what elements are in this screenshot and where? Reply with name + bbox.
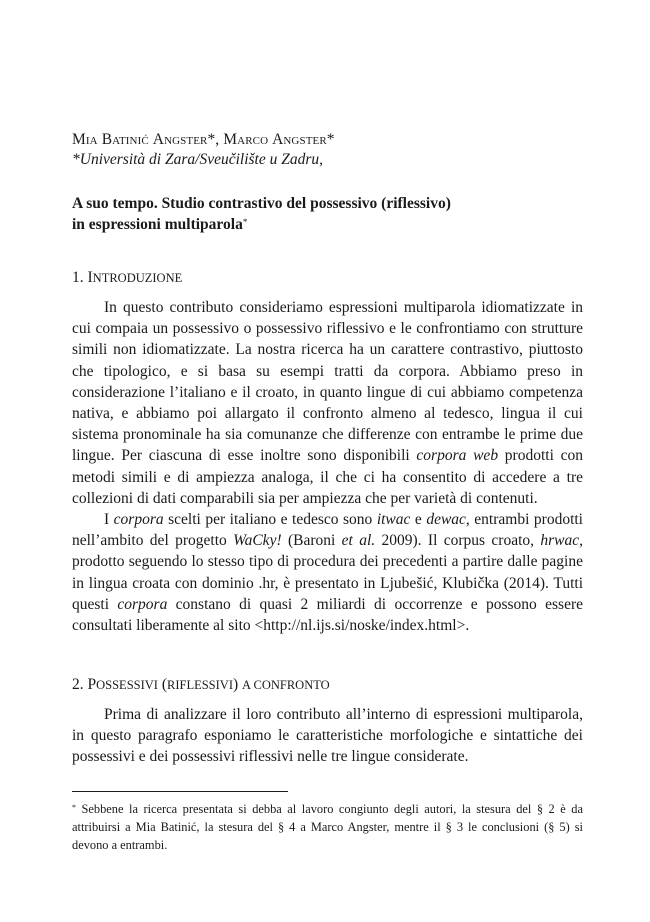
- paragraph-3: Prima di analizzare il loro contributo all’interno di espressioni multiparola, in questo paragrafo esponiamo le caratteristiche morfologiche e sintattiche dei possessivi e dei possessivi riflessivi nelle tre lingue considerate.: [72, 706, 583, 766]
- paragraph-2: [72, 509, 583, 636]
- para-2-italic-7: corpora: [117, 595, 168, 613]
- para-2-text-2: scelti per italiano e tedesco sono: [163, 511, 377, 529]
- para-1-italic-1: corpora web: [416, 447, 499, 465]
- author-1-first-initial: M: [72, 131, 86, 148]
- para-2-italic-6: hrwac: [540, 532, 580, 550]
- footnote-marker: *: [72, 803, 76, 812]
- section-2-rest-3: A CONFRONTO: [242, 678, 330, 692]
- footnote-text: Sebbene la ricerca presentata si debba al lavoro congiunto degli autori, la stesura del § 2 è da attribuirsi a Mia Batinić, la stesura del § 4 a Marco Angster, mentre il § 3 le conclusioni (§ 5) si devono a entrambi.: [72, 802, 583, 852]
- para-2-italic-1: corpora: [113, 511, 164, 529]
- para-1-text-2: prodotti con metodi simili e di ampiezza analoga, il che ci ha consentito di accedere a tre collezioni di dati comparabili sia per ampiezza che per varietà di contenuti.: [72, 447, 583, 507]
- section-1-body: [72, 297, 583, 636]
- author-1-first-rest: ia: [85, 131, 102, 148]
- para-1-text-1: In questo contributo consideriamo espressioni multiparola idiomatizzate in cui compaia un possessivo o possessivo riflessivo e le confrontiamo con strutture simili non idiomatizzate. La nostra ricerca ha un carattere contrastivo, piuttosto che tipologico, e si basa su esempi tratti da corpora. Abbiamo preso in considerazione l’italiano e il croato, in quanto lingue di cui abbiamo competenza nativa, e abbiamo poi allargato il confronto almeno al tedesco, lingua il cui sistema pronominale ha sia comunanze che differenze con entrambe le prime due lingue. Per ciascuna di esse inoltre sono disponibili: [72, 299, 583, 465]
- section-1-cap: I: [87, 269, 93, 286]
- para-2-italic-3: dewac: [426, 511, 466, 529]
- title-line-1: A suo tempo. Studio contrastivo del possessivo (riflessivo): [72, 195, 451, 212]
- para-2-text-3: e: [410, 511, 427, 529]
- title-line-2: in espressioni multiparola: [72, 216, 243, 233]
- section-2-rest-2: RIFLESSIVI: [167, 678, 233, 692]
- author-2-surname-rest: ngster*: [283, 131, 335, 148]
- section-1-rest: NTRODUZIONE: [92, 271, 183, 285]
- author-2-first-rest: arco: [237, 131, 273, 148]
- section-2-paren-close: ): [232, 676, 243, 693]
- paragraph-1: [72, 297, 583, 509]
- section-2-body: [72, 704, 583, 768]
- author-1-surname2-rest: ngster*,: [164, 131, 224, 148]
- author-1-surname-initial: B: [101, 131, 113, 148]
- para-2-italic-2: itwac: [376, 511, 411, 529]
- section-2-paren-open: (: [157, 676, 167, 693]
- author-1-surname2-initial: A: [152, 131, 165, 148]
- section-2-number: 2.: [72, 676, 88, 693]
- author-1-surname-rest: atinić: [112, 131, 153, 148]
- author-line: [72, 130, 335, 149]
- para-2-text-4: , entrambi prodotti nell’ambito del progetto: [72, 511, 583, 550]
- section-2-cap: P: [87, 676, 97, 693]
- para-2-italic-4: WaCky!: [233, 532, 282, 550]
- title-line-2-wrap: [72, 214, 583, 235]
- author-2-first-initial: M: [223, 131, 238, 148]
- footnote-rule: [72, 791, 288, 792]
- paper-title: [72, 193, 583, 235]
- author-2-surname-initial: A: [272, 131, 284, 148]
- para-2-text-8: constano di quasi 2 miliardi di occorrenze e possono essere consultati liberamente al sito <http://nl.ijs.si/noske/index.html>.: [72, 595, 584, 635]
- para-2-italic-5: et al.: [341, 532, 376, 550]
- para-2-text-7: , prodotto seguendo lo stesso tipo di procedura dei precedenti a partire dalle pagine in lingua croata con dominio .hr, è presentato in Ljubešić, Klubička (2014). Tutti questi: [72, 532, 583, 613]
- title-footnote-marker: *: [242, 217, 248, 227]
- affiliation: *Università di Zara/Sveučilište u Zadru,: [72, 151, 324, 168]
- section-1-number: 1.: [72, 269, 88, 286]
- para-2-text-1: I: [104, 511, 114, 529]
- section-1-heading: [72, 268, 182, 288]
- section-2-heading: [72, 675, 330, 695]
- para-2-text-5: (Baroni: [281, 532, 342, 550]
- footnote: [72, 800, 583, 854]
- para-2-text-6: 2009). Il corpus croato,: [375, 532, 541, 550]
- section-2-rest-1: OSSESSIVI: [96, 678, 158, 692]
